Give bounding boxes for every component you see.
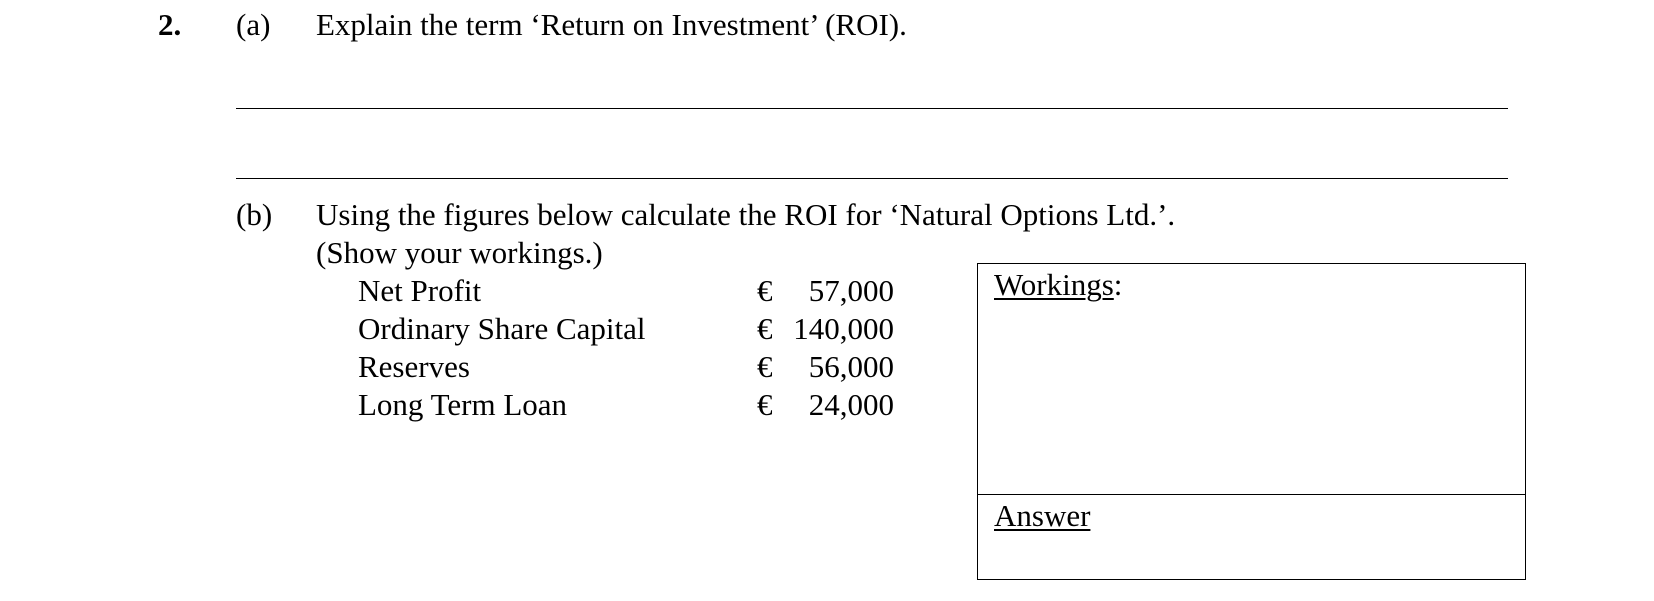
figure-name: Ordinary Share Capital bbox=[358, 311, 646, 346]
part-a-text: Explain the term ‘Return on Investment’ (ROI). bbox=[316, 7, 907, 42]
answer-label: Answer bbox=[994, 498, 1091, 533]
figure-value: 57,000 bbox=[808, 273, 894, 308]
figure-name: Reserves bbox=[358, 349, 470, 384]
workings-label-text: Workings bbox=[994, 267, 1114, 302]
question-number: 2. bbox=[158, 7, 182, 42]
figure-value: 24,000 bbox=[808, 387, 894, 422]
workings-label bbox=[994, 267, 1122, 303]
figure-currency: € bbox=[757, 311, 773, 346]
figure-value: 140,000 bbox=[793, 311, 894, 346]
part-b-instruction: (Show your workings.) bbox=[316, 235, 603, 270]
workings-box[interactable] bbox=[977, 263, 1526, 580]
figure-currency: € bbox=[757, 387, 773, 422]
workings-divider bbox=[978, 494, 1525, 495]
part-b-text: Using the figures below calculate the ROI for ‘Natural Options Ltd.’. bbox=[316, 197, 1176, 232]
part-a-label: (a) bbox=[236, 7, 271, 42]
answer-line-2[interactable] bbox=[236, 178, 1508, 179]
figure-currency: € bbox=[757, 349, 773, 384]
part-b-label: (b) bbox=[236, 197, 273, 232]
figure-name: Long Term Loan bbox=[358, 387, 568, 422]
figure-currency: € bbox=[757, 273, 773, 308]
figure-value: 56,000 bbox=[808, 349, 894, 384]
figure-name: Net Profit bbox=[358, 273, 482, 308]
answer-line-1[interactable] bbox=[236, 108, 1508, 109]
workings-label-colon: : bbox=[1113, 267, 1123, 302]
